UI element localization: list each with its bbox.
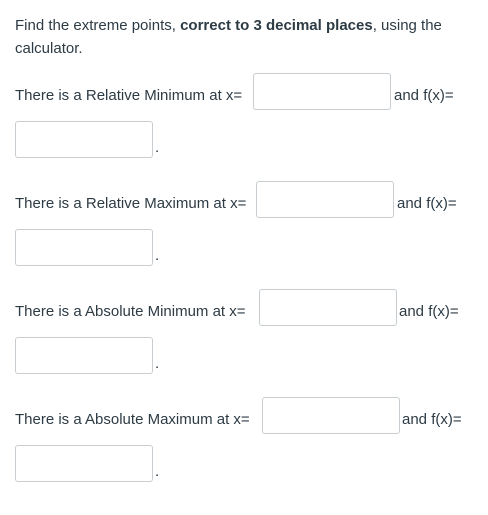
absolute-minimum-period: . [155, 355, 160, 372]
absolute-maximum-period: . [155, 463, 160, 480]
relative-minimum-fx-input[interactable] [15, 121, 153, 158]
relative-maximum-fx-label: and f(x)= [397, 195, 457, 212]
question-outro: , using the calculator. [15, 17, 442, 57]
question-emphasis: correct to 3 decimal places [180, 17, 373, 34]
relative-maximum-prompt: There is a Relative Maximum at x= [15, 195, 247, 212]
relative-minimum-period: . [155, 139, 160, 156]
relative-minimum-prompt: There is a Relative Minimum at x= [15, 87, 243, 104]
absolute-minimum-fx-label: and f(x)= [399, 303, 459, 320]
relative-maximum-fx-input[interactable] [15, 229, 153, 266]
absolute-maximum-x-input[interactable] [262, 397, 400, 434]
absolute-maximum-fx-label: and f(x)= [402, 411, 462, 428]
relative-minimum-fx-label: and f(x)= [394, 87, 454, 104]
relative-maximum-period: . [155, 247, 160, 264]
absolute-minimum-fx-input[interactable] [15, 337, 153, 374]
question-text [15, 14, 475, 60]
absolute-minimum-x-input[interactable] [259, 289, 397, 326]
question-intro: Find the extreme points, [15, 17, 181, 34]
relative-minimum-x-input[interactable] [253, 73, 391, 110]
absolute-minimum-prompt: There is a Absolute Minimum at x= [15, 303, 246, 320]
absolute-maximum-prompt: There is a Absolute Maximum at x= [15, 411, 250, 428]
absolute-maximum-fx-input[interactable] [15, 445, 153, 482]
relative-maximum-x-input[interactable] [256, 181, 394, 218]
